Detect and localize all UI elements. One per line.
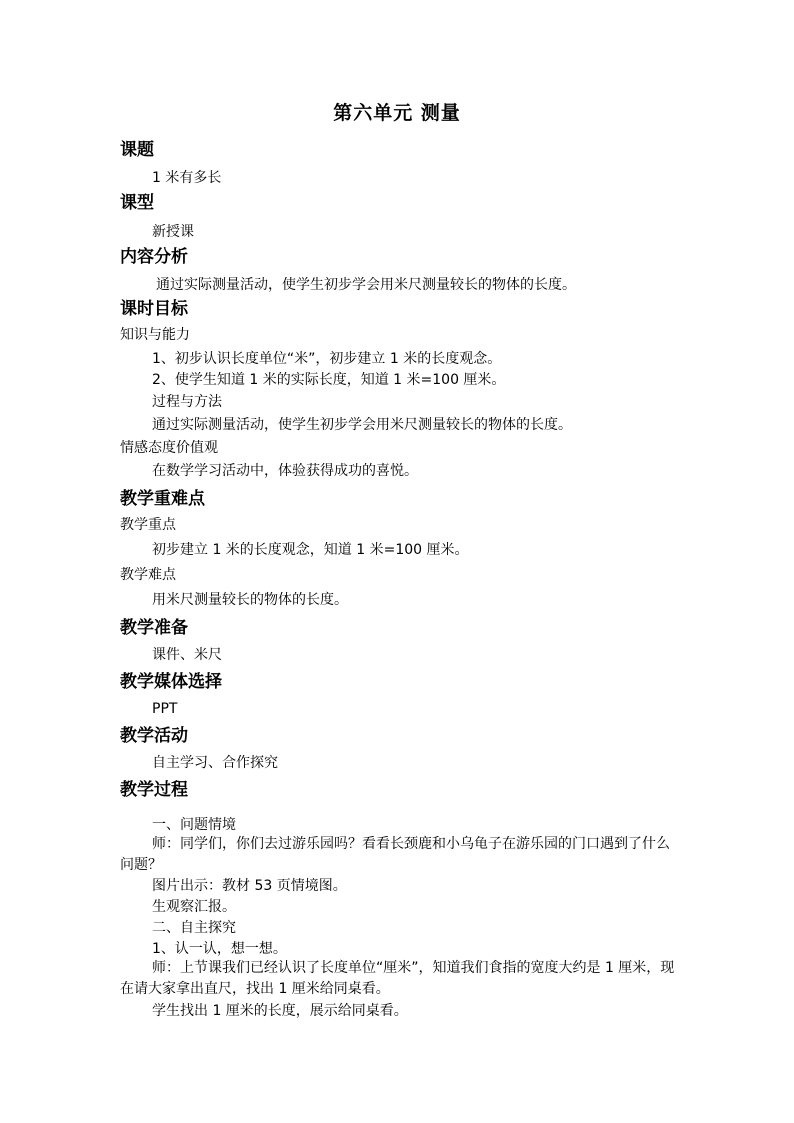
process-label: 过程与方法 bbox=[152, 394, 222, 410]
difficult-label: 教学难点 bbox=[120, 567, 176, 583]
difficult-text: 用米尺测量较长的物体的长度。 bbox=[152, 592, 348, 608]
heading-process: 教学过程 bbox=[120, 780, 188, 800]
heading-activity: 教学活动 bbox=[120, 726, 188, 746]
key-text: 初步建立 1 米的长度观念，知道 1 米=100 厘米。 bbox=[152, 542, 469, 558]
emotion-text: 在数学学习活动中，体验获得成功的喜悦。 bbox=[152, 463, 418, 479]
page-title: 第六单元 测量 bbox=[333, 102, 461, 124]
process-line: 图片出示：教材 53 页情境图。 bbox=[152, 878, 347, 894]
process-goal-text: 通过实际测量活动，使学生初步学会用米尺测量较长的物体的长度。 bbox=[152, 417, 572, 433]
heading-topic: 课题 bbox=[120, 140, 154, 160]
process-line: 一、问题情境 bbox=[152, 817, 236, 833]
heading-media: 教学媒体选择 bbox=[120, 672, 222, 692]
emotion-label: 情感态度价值观 bbox=[120, 440, 218, 456]
knowledge-item: 2、使学生知道 1 米的实际长度，知道 1 米=100 厘米。 bbox=[152, 372, 506, 388]
heading-analysis: 内容分析 bbox=[120, 247, 188, 267]
process-line: 二、自主探究 bbox=[152, 920, 236, 936]
process-line: 1、认一认，想一想。 bbox=[152, 941, 287, 957]
heading-preparation: 教学准备 bbox=[120, 618, 188, 638]
preparation-text: 课件、米尺 bbox=[152, 647, 222, 663]
process-line: 学生找出 1 厘米的长度，展示给同桌看。 bbox=[152, 1003, 408, 1019]
process-line: 生观察汇报。 bbox=[152, 899, 236, 915]
topic-text: 1 米有多长 bbox=[152, 170, 222, 186]
type-text: 新授课 bbox=[152, 224, 194, 240]
knowledge-label: 知识与能力 bbox=[120, 327, 190, 343]
heading-type: 课型 bbox=[120, 193, 154, 213]
key-label: 教学重点 bbox=[120, 517, 176, 533]
media-text: PPT bbox=[152, 701, 178, 717]
process-paragraph: 师：同学们，你们去过游乐园吗？看看长颈鹿和小乌龟子在游乐园的门口遇到了什么问题？ bbox=[120, 836, 670, 873]
heading-key-points: 教学重难点 bbox=[120, 489, 205, 509]
analysis-text: 通过实际测量活动，使学生初步学会用米尺测量较长的物体的长度。 bbox=[156, 277, 576, 293]
knowledge-item: 1、初步认识长度单位“米”，初步建立 1 米的长度观念。 bbox=[152, 351, 502, 367]
heading-goals: 课时目标 bbox=[120, 299, 188, 319]
activity-text: 自主学习、合作探究 bbox=[152, 755, 278, 771]
process-paragraph: 师：上节课我们已经认识了长度单位“厘米”，知道我们食指的宽度大约是 1 厘米，现在请大家拿出直尺，找出 1 厘米给同桌看。 bbox=[120, 960, 675, 997]
